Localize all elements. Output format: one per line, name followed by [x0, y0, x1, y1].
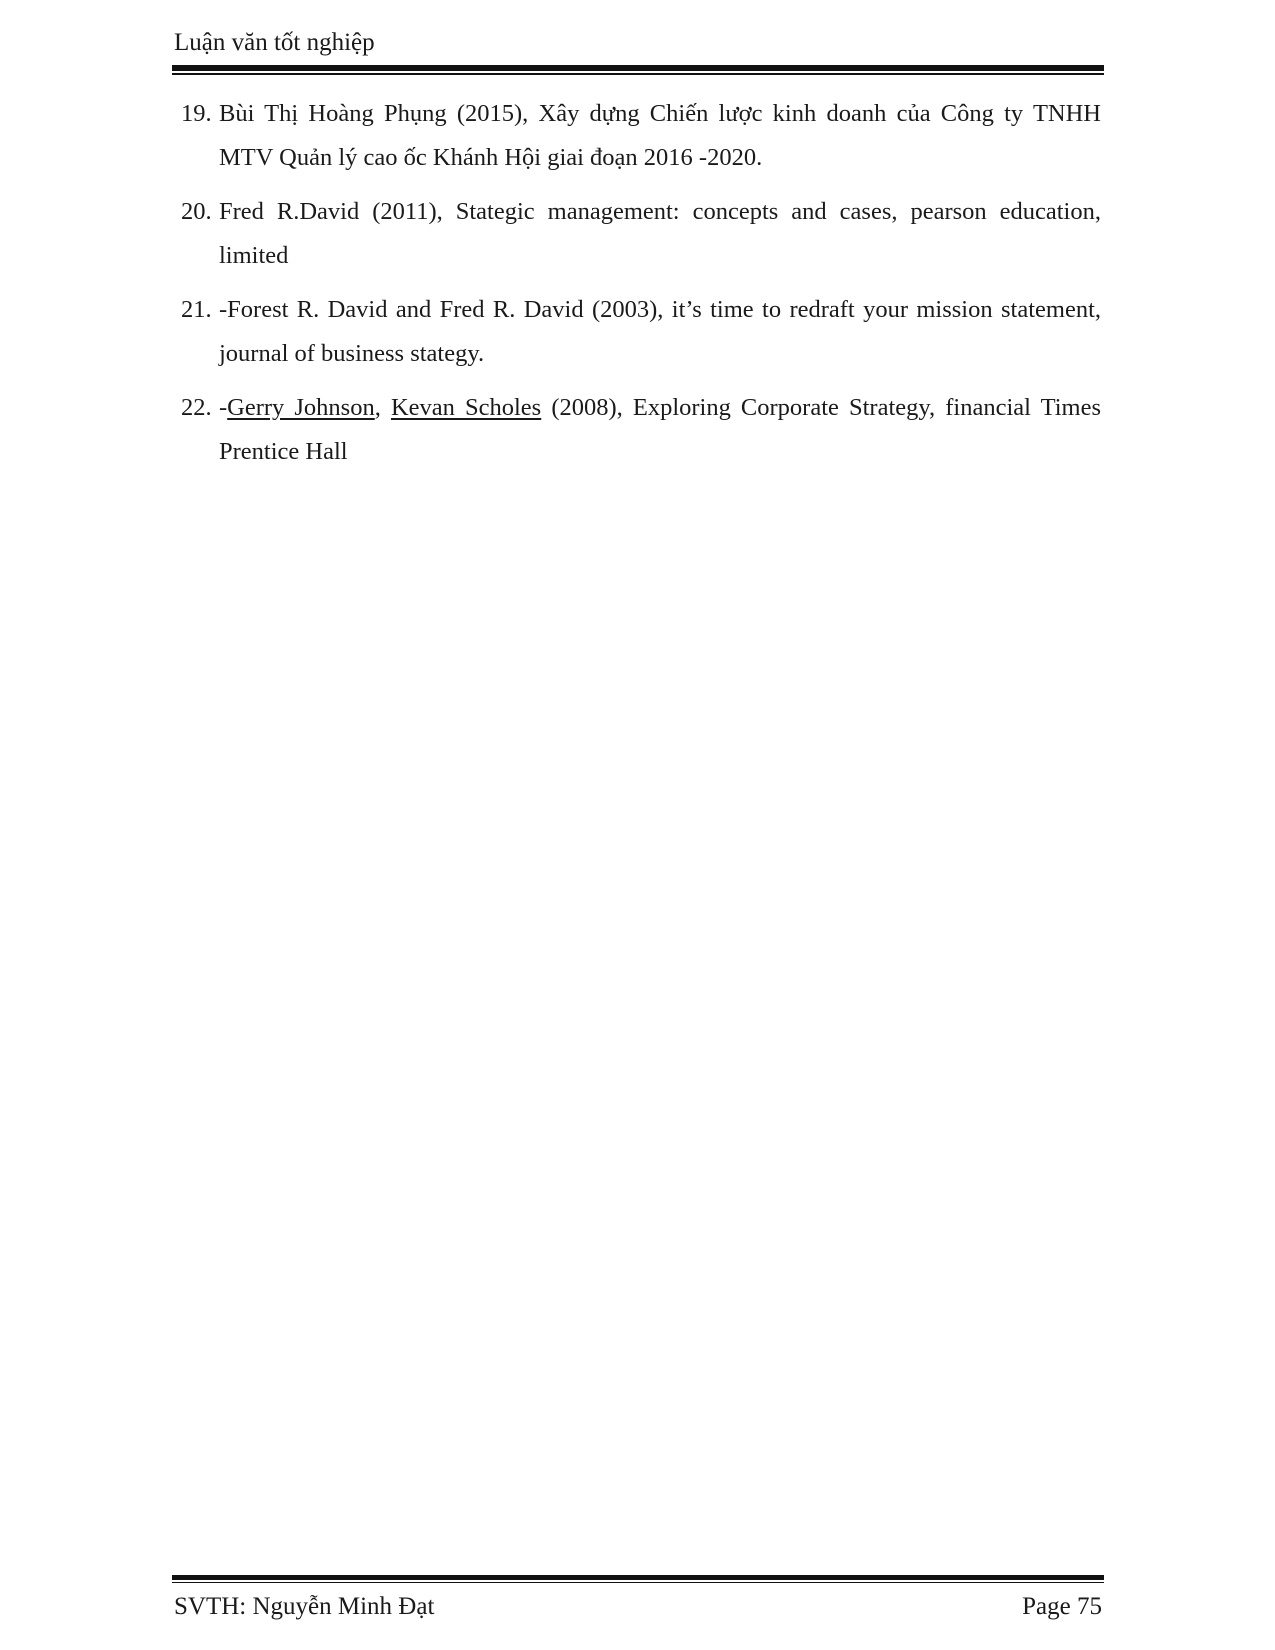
reference-item-21 — [181, 288, 1101, 376]
page-number: Page 75 — [1022, 1593, 1102, 1620]
reference-item-19 — [181, 92, 1101, 180]
reference-item-22 — [181, 386, 1101, 474]
reference-text: Fred R.David (2011), Stategic management: concepts and cases, pearson education, limited — [219, 198, 1101, 269]
reference-number: 19. — [181, 100, 212, 127]
reference-list — [181, 92, 1101, 484]
footer-row — [172, 1593, 1104, 1621]
reference-number: 22. — [181, 394, 212, 421]
header-rule-thin — [172, 73, 1104, 75]
reference-rest: (2008), Exploring Corporate Strategy, financial Times Prentice Hall — [219, 394, 1101, 465]
author-link-kevan-scholes[interactable]: Kevan Scholes — [390, 394, 542, 421]
header-rule-thick — [172, 65, 1104, 71]
author-separator: , — [374, 394, 391, 421]
reference-text: -Forest R. David and Fred R. David (2003), it’s time to redraft your mission statement, journal of business stategy. — [219, 296, 1101, 367]
reference-number: 20. — [181, 198, 212, 225]
reference-number: 21. — [181, 296, 212, 323]
page-header — [172, 30, 1104, 75]
author-link-gerry-johnson[interactable]: Gerry Johnson — [227, 394, 375, 421]
page-footer — [172, 1575, 1104, 1621]
footer-author: SVTH: Nguyễn Minh Đạt — [174, 1593, 435, 1620]
footer-rule-thick — [172, 1575, 1104, 1580]
reference-text — [219, 394, 1101, 465]
reference-item-20 — [181, 190, 1101, 278]
header-title: Luận văn tốt nghiệp — [174, 29, 375, 56]
reference-text: Bùi Thị Hoàng Phụng (2015), Xây dựng Chiến lược kinh doanh của Công ty TNHH MTV Quản lý cao ốc Khánh Hội giai đoạn 2016 -2020. — [219, 100, 1101, 171]
reference-prefix: - — [219, 394, 228, 421]
footer-rule-thin — [172, 1582, 1104, 1583]
